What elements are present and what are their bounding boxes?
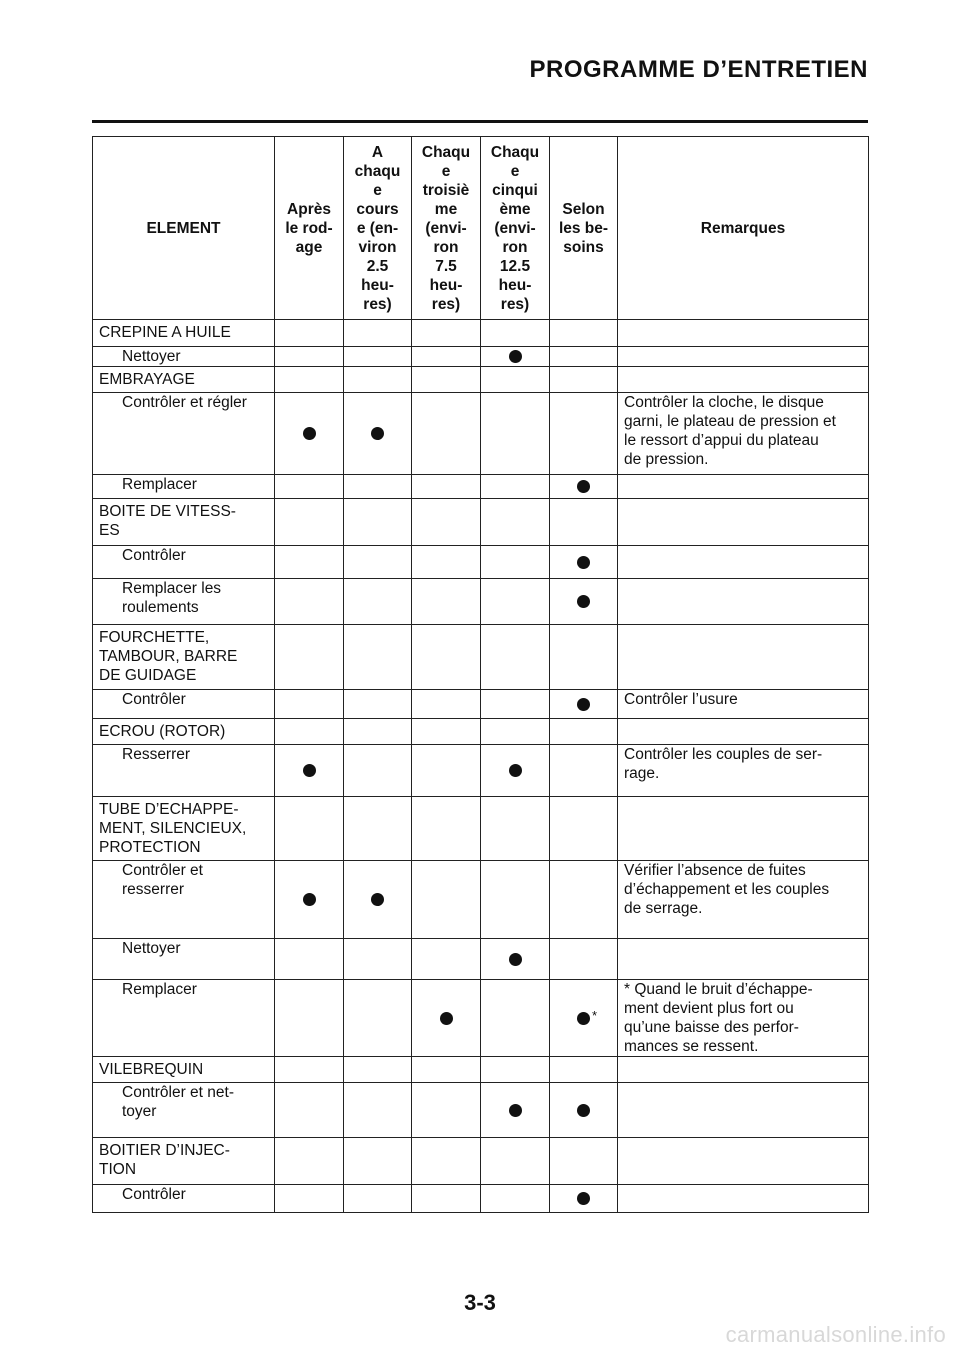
group-row: [93, 1057, 869, 1083]
interval-cell: [412, 393, 481, 475]
interval-cell: [344, 1083, 412, 1138]
remark-cell: [618, 475, 869, 499]
table-row: [93, 475, 869, 499]
table-row: [93, 579, 869, 625]
interval-cell: [481, 475, 550, 499]
remark-cell: Contrôler les couples de ser- rage.: [618, 745, 869, 797]
item-label: Contrôler et régler: [93, 393, 275, 475]
empty-cell: [618, 1057, 869, 1083]
interval-cell: [412, 475, 481, 499]
table-row: [93, 861, 869, 939]
item-label: Contrôler: [93, 1185, 275, 1213]
interval-cell: [412, 690, 481, 719]
empty-cell: [550, 499, 618, 546]
interval-cell: [481, 546, 550, 579]
empty-cell: [412, 1138, 481, 1185]
interval-cell: [550, 1185, 618, 1213]
interval-cell: [550, 347, 618, 367]
interval-cell: [344, 745, 412, 797]
interval-cell: [412, 1185, 481, 1213]
empty-cell: [275, 719, 344, 745]
empty-cell: [344, 625, 412, 690]
interval-cell: [550, 546, 618, 579]
title-rule: [92, 120, 868, 123]
remark-cell: Contrôler l’usure: [618, 690, 869, 719]
empty-cell: [481, 367, 550, 393]
group-label: BOITIER D’INJEC- TION: [93, 1138, 275, 1185]
empty-cell: [618, 625, 869, 690]
remark-cell: [618, 546, 869, 579]
remark-cell: [618, 1185, 869, 1213]
interval-cell: [550, 475, 618, 499]
empty-cell: [344, 367, 412, 393]
group-label: ECROU (ROTOR): [93, 719, 275, 745]
empty-cell: [618, 719, 869, 745]
empty-cell: [275, 1138, 344, 1185]
interval-cell: [550, 393, 618, 475]
interval-cell: [344, 939, 412, 980]
column-header: ELEMENT: [93, 137, 275, 320]
page-number: 3-3: [464, 1290, 496, 1315]
group-row: [93, 719, 869, 745]
interval-cell: [275, 980, 344, 1057]
empty-cell: [618, 367, 869, 393]
interval-cell: [481, 1083, 550, 1138]
interval-cell: [275, 393, 344, 475]
interval-cell: [481, 690, 550, 719]
remark-cell: Contrôler la cloche, le disque garni, le plateau de pression et le ressort d’appui du plateau de pression.: [618, 393, 869, 475]
empty-cell: [618, 797, 869, 861]
table-body: [93, 320, 869, 1213]
group-row: [93, 320, 869, 347]
table-row: [93, 980, 869, 1057]
empty-cell: [275, 797, 344, 861]
maintenance-dot-icon: [577, 1192, 590, 1205]
table-row: [93, 347, 869, 367]
group-label: BOITE DE VITESS- ES: [93, 499, 275, 546]
interval-cell: [275, 1083, 344, 1138]
item-label: Remplacer: [93, 475, 275, 499]
column-header: Chaqu e troisiè me (envi- ron 7.5 heu- res): [412, 137, 481, 320]
empty-cell: [344, 499, 412, 546]
interval-cell: [412, 546, 481, 579]
empty-cell: [550, 719, 618, 745]
table-header-row: [93, 137, 869, 320]
interval-cell: [344, 690, 412, 719]
empty-cell: [344, 797, 412, 861]
empty-cell: [550, 1138, 618, 1185]
interval-cell: [481, 745, 550, 797]
maintenance-dot-icon: [509, 350, 522, 363]
empty-cell: [550, 797, 618, 861]
group-row: [93, 499, 869, 546]
interval-cell: [275, 1185, 344, 1213]
maintenance-table: [92, 136, 869, 1213]
maintenance-dot-icon: [577, 1104, 590, 1117]
interval-cell: [275, 579, 344, 625]
interval-cell: [344, 980, 412, 1057]
remark-cell: [618, 579, 869, 625]
maintenance-dot-icon: [303, 427, 316, 440]
interval-cell: [481, 939, 550, 980]
item-label: Nettoyer: [93, 939, 275, 980]
empty-cell: [481, 625, 550, 690]
empty-cell: [481, 797, 550, 861]
maintenance-dot-icon: [509, 953, 522, 966]
table-row: [93, 939, 869, 980]
remark-cell: [618, 347, 869, 367]
column-header: Remarques: [618, 137, 869, 320]
maintenance-dot-icon: [577, 698, 590, 711]
interval-cell: [412, 939, 481, 980]
interval-cell: [412, 745, 481, 797]
table-row: [93, 393, 869, 475]
interval-cell: [275, 939, 344, 980]
interval-cell: [550, 939, 618, 980]
interval-cell: [412, 980, 481, 1057]
group-label: EMBRAYAGE: [93, 367, 275, 393]
empty-cell: [412, 367, 481, 393]
empty-cell: [481, 499, 550, 546]
empty-cell: [275, 320, 344, 347]
empty-cell: [481, 1138, 550, 1185]
interval-cell: [550, 861, 618, 939]
interval-cell: [550, 745, 618, 797]
empty-cell: [412, 797, 481, 861]
empty-cell: [412, 499, 481, 546]
group-row: [93, 625, 869, 690]
interval-cell: [481, 393, 550, 475]
empty-cell: [618, 499, 869, 546]
column-header: Chaqu e cinqui ème (envi- ron 12.5 heu- res): [481, 137, 550, 320]
empty-cell: [412, 1057, 481, 1083]
interval-cell: [481, 1185, 550, 1213]
item-label: Remplacer les roulements: [93, 579, 275, 625]
maintenance-dot-icon: [440, 1012, 453, 1025]
table-row: [93, 546, 869, 579]
group-row: [93, 367, 869, 393]
empty-cell: [481, 1057, 550, 1083]
asterisk-mark: *: [592, 1007, 598, 1023]
interval-cell: [481, 347, 550, 367]
empty-cell: [550, 1057, 618, 1083]
empty-cell: [275, 367, 344, 393]
column-header: Après le rod- age: [275, 137, 344, 320]
empty-cell: [275, 499, 344, 546]
maintenance-dot-icon: [577, 595, 590, 608]
empty-cell: [275, 625, 344, 690]
interval-cell: [344, 347, 412, 367]
empty-cell: [550, 625, 618, 690]
group-label: CREPINE A HUILE: [93, 320, 275, 347]
interval-cell: [412, 1083, 481, 1138]
interval-cell: [481, 579, 550, 625]
table-row: [93, 1185, 869, 1213]
interval-cell: [344, 579, 412, 625]
remark-cell: Vérifier l’absence de fuites d’échappement et les couples de serrage.: [618, 861, 869, 939]
maintenance-dot-icon: [509, 1104, 522, 1117]
empty-cell: [344, 719, 412, 745]
interval-cell: [275, 546, 344, 579]
maintenance-dot-icon: [577, 1007, 598, 1025]
interval-cell: [412, 861, 481, 939]
watermark: carmanualsonline.info: [725, 1322, 946, 1347]
empty-cell: [275, 1057, 344, 1083]
maintenance-dot-icon: [577, 556, 590, 569]
empty-cell: [481, 320, 550, 347]
empty-cell: [412, 320, 481, 347]
remark-cell: [618, 1083, 869, 1138]
item-label: Remplacer: [93, 980, 275, 1057]
empty-cell: [344, 1057, 412, 1083]
interval-cell: [481, 861, 550, 939]
item-label: Contrôler: [93, 546, 275, 579]
interval-cell: [344, 546, 412, 579]
empty-cell: [344, 1138, 412, 1185]
column-header: A chaqu e cours e (en- viron 2.5 heu- res): [344, 137, 412, 320]
interval-cell: [275, 745, 344, 797]
item-label: Contrôler et resserrer: [93, 861, 275, 939]
interval-cell: [275, 690, 344, 719]
interval-cell: [275, 475, 344, 499]
maintenance-dot-icon: [371, 893, 384, 906]
interval-cell: [275, 347, 344, 367]
group-label: FOURCHETTE, TAMBOUR, BARRE DE GUIDAGE: [93, 625, 275, 690]
item-label: Nettoyer: [93, 347, 275, 367]
group-row: [93, 797, 869, 861]
empty-cell: [550, 320, 618, 347]
remark-cell: [618, 939, 869, 980]
interval-cell: [344, 475, 412, 499]
remark-cell: * Quand le bruit d’échappe- ment devient plus fort ou qu’une baisse des perfor- mances se ressent.: [618, 980, 869, 1057]
interval-cell: [344, 393, 412, 475]
maintenance-dot-icon: [303, 764, 316, 777]
maintenance-dot-icon: [371, 427, 384, 440]
table-row: [93, 745, 869, 797]
interval-cell: [550, 690, 618, 719]
empty-cell: [481, 719, 550, 745]
interval-cell: [344, 1185, 412, 1213]
item-label: Contrôler: [93, 690, 275, 719]
maintenance-dot-icon: [577, 480, 590, 493]
empty-cell: [344, 320, 412, 347]
group-label: VILEBREQUIN: [93, 1057, 275, 1083]
empty-cell: [412, 625, 481, 690]
item-label: Resserrer: [93, 745, 275, 797]
interval-cell: [275, 861, 344, 939]
interval-cell: [550, 1083, 618, 1138]
maintenance-dot-icon: [509, 764, 522, 777]
empty-cell: [412, 719, 481, 745]
table-row: [93, 690, 869, 719]
interval-cell: [412, 347, 481, 367]
empty-cell: [618, 320, 869, 347]
interval-cell: [481, 980, 550, 1057]
item-label: Contrôler et net- toyer: [93, 1083, 275, 1138]
group-row: [93, 1138, 869, 1185]
interval-cell: [412, 579, 481, 625]
empty-cell: [550, 367, 618, 393]
group-label: TUBE D’ECHAPPE- MENT, SILENCIEUX, PROTECTION: [93, 797, 275, 861]
interval-cell: [550, 980, 618, 1057]
interval-cell: [344, 861, 412, 939]
page-title: PROGRAMME D’ENTRETIEN: [529, 56, 868, 83]
table-row: [93, 1083, 869, 1138]
interval-cell: [550, 579, 618, 625]
column-header: Selon les be- soins: [550, 137, 618, 320]
empty-cell: [618, 1138, 869, 1185]
maintenance-dot-icon: [303, 893, 316, 906]
